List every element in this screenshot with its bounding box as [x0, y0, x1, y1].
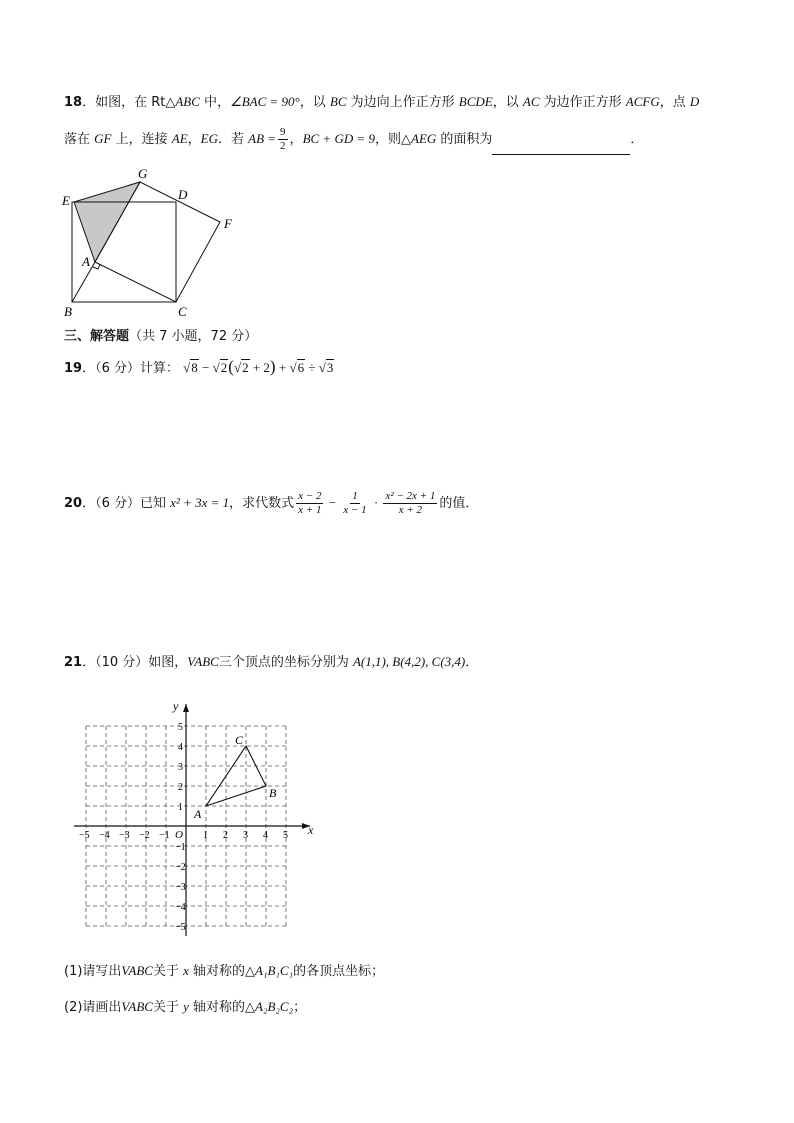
q21-new-triangle: A₂B₂C₂ — [255, 999, 294, 1014]
y-tick-label: 2 — [178, 782, 183, 793]
q18-text: ．若 — [218, 132, 249, 147]
q21-part1 — [64, 961, 384, 982]
q18-text: 为边向上作正方形 — [346, 95, 459, 110]
y-tick-label: −5 — [175, 922, 186, 933]
operator: · — [370, 495, 382, 510]
radicand: 2 — [242, 360, 249, 375]
q21-text: 轴对称的△ — [188, 964, 256, 979]
q18-text: ，则△ — [375, 132, 411, 147]
q18-fraction — [278, 126, 288, 153]
q21-text: 的各顶点坐标； — [293, 964, 385, 979]
y-axis-label: y — [173, 699, 179, 713]
x-axis-label: x — [308, 823, 314, 837]
q20-line — [64, 488, 478, 519]
y-tick-label: 1 — [178, 802, 183, 813]
triangle-abc — [206, 746, 266, 806]
q20-frac3 — [383, 490, 437, 517]
section3-heading — [64, 327, 257, 347]
q21-text: ． — [465, 655, 479, 670]
paren-right: ) — [269, 357, 276, 376]
q20-text: ，求代数式 — [229, 496, 295, 511]
operator: + — [275, 360, 290, 375]
q21-coordinate-grid — [70, 696, 320, 941]
x-tick-label: 5 — [283, 830, 288, 841]
q21-text: 三个顶点的坐标分别为 — [218, 655, 353, 670]
q18-answer-blank[interactable] — [492, 140, 630, 155]
radicand: 3 — [326, 360, 334, 375]
sqrt-3: √3 — [318, 360, 334, 375]
q21-text: 关于 — [152, 964, 184, 979]
x-tick-label: −2 — [139, 830, 150, 841]
q21-text: (2)请画出 — [64, 1000, 122, 1015]
x-tick-label: −4 — [99, 830, 110, 841]
q18-segment: GF — [94, 131, 112, 146]
q19-number: 19 — [64, 361, 83, 376]
right-angle-mark — [93, 264, 100, 269]
q18-text: ，以 — [299, 95, 330, 110]
q18-text: 落在 — [64, 132, 95, 147]
q18-frac-den: 2 — [280, 140, 286, 152]
q21-new-triangle: A₁B₁C₁ — [255, 963, 294, 978]
point-b-label: B — [269, 786, 277, 800]
y-tick-label: −4 — [175, 902, 186, 913]
y-axis-arrow — [183, 704, 189, 712]
q20-number: 20 — [64, 496, 83, 511]
q21-score: ．（10 分）如图， — [82, 655, 188, 670]
q18-frac-num: 9 — [280, 126, 286, 138]
point-c-label: C — [235, 733, 244, 747]
sqrt-2: √2 — [212, 360, 228, 375]
x-tick-label: 3 — [243, 830, 248, 841]
section3-title: 三、解答题 — [64, 329, 130, 344]
y-tick-label: 3 — [178, 762, 183, 773]
q18-text: ．如图，在 Rt△ — [82, 95, 176, 110]
q21-text: 轴对称的△ — [188, 1000, 256, 1015]
x-tick-label: 2 — [223, 830, 228, 841]
q21-text: 关于 — [152, 1000, 184, 1015]
q18-square1: BCDE — [458, 94, 493, 109]
q18-triangle: ABC — [175, 94, 200, 109]
q18-line2 — [64, 124, 643, 155]
x-tick-label: 1 — [203, 830, 208, 841]
radicand: 6 — [297, 360, 305, 375]
q21-text: ； — [293, 1000, 307, 1015]
q20-text: 的值． — [439, 496, 479, 511]
operator: + 2 — [249, 360, 270, 375]
label-b: B — [64, 304, 72, 319]
operator: ÷ — [305, 360, 319, 375]
q21-triangle: VABC — [121, 963, 153, 978]
q18-text: 中， — [199, 95, 231, 110]
section3-info: （共 7 小题，72 分） — [129, 329, 258, 344]
q21-triangle: VABC — [121, 999, 153, 1014]
q18-text: ， — [187, 132, 201, 147]
x-tick-label: −5 — [79, 830, 90, 841]
radicand: 2 — [220, 360, 228, 375]
y-tick-label: −3 — [175, 882, 186, 893]
q18-segment: AE — [171, 131, 188, 146]
label-c: C — [178, 304, 187, 319]
radicand: 8 — [191, 360, 198, 375]
shaded-triangle-aeg — [74, 182, 140, 262]
frac-den: x − 1 — [343, 504, 367, 516]
frac-den: x + 1 — [298, 504, 322, 516]
q18-text: ． — [630, 132, 644, 147]
label-g: G — [138, 166, 148, 181]
x-tick-label: −3 — [119, 830, 130, 841]
frac-num: 1 — [352, 490, 358, 502]
frac-num: x − 2 — [298, 490, 322, 502]
q18-number: 18 — [64, 95, 83, 110]
q18-text: ，点 — [659, 95, 690, 110]
y-tick-label: −1 — [175, 842, 186, 853]
q18-text: 为边作正方形 — [539, 95, 626, 110]
q20-frac2 — [341, 490, 368, 517]
origin-label: O — [175, 829, 183, 841]
frac-den: x + 2 — [398, 504, 423, 516]
y-tick-label: 4 — [178, 742, 183, 753]
q20-score: ．（6 分）已知 — [82, 496, 171, 511]
sqrt-2b: √2 — [233, 360, 249, 375]
label-a: A — [82, 254, 90, 269]
q18-segment: BC — [329, 94, 347, 109]
sqrt-6: √6 — [289, 360, 305, 375]
q18-text: ， — [289, 132, 303, 147]
x-tick-label: 4 — [263, 830, 268, 841]
q21-axis: x — [183, 963, 189, 978]
q21-triangle: VABC — [187, 654, 219, 669]
label-d: D — [178, 187, 188, 202]
paren-left: ( — [228, 357, 234, 376]
operator: − — [198, 360, 213, 375]
q21-part2 — [64, 997, 306, 1018]
q20-frac1 — [296, 490, 323, 517]
q18-point: D — [689, 94, 700, 109]
sqrt-8: √8 — [183, 360, 198, 375]
q18-segment: EG — [200, 131, 218, 146]
q21-axis: y — [183, 999, 189, 1014]
operator: − — [325, 495, 340, 510]
q18-text: ，以 — [492, 95, 523, 110]
label-e: E — [62, 193, 70, 208]
q18-segment: AC — [522, 94, 540, 109]
y-tick-label: −2 — [175, 862, 186, 873]
q19-score: ．（6 分）计算： — [82, 361, 179, 376]
q19-line — [64, 357, 334, 379]
q18-square2: ACFG — [625, 94, 660, 109]
q21-line — [64, 652, 478, 673]
point-a-label: A — [194, 807, 202, 821]
q18-angle: ∠BAC = 90° — [230, 94, 300, 109]
q18-triangle: AEG — [411, 131, 437, 146]
q18-text: 上，连接 — [111, 132, 172, 147]
label-f: F — [224, 216, 232, 231]
y-tick-label: 5 — [178, 722, 183, 733]
q18-text: 的面积为 — [436, 132, 493, 147]
q21-number: 21 — [64, 655, 83, 670]
q21-coords: A(1,1), B(4,2), C(3,4) — [352, 654, 466, 669]
q18-ab: AB = — [248, 131, 277, 146]
x-tick-label: −1 — [159, 830, 170, 841]
q19-expression — [183, 357, 334, 376]
q18-figure — [58, 162, 238, 322]
q20-condition: x² + 3x = 1 — [170, 495, 230, 510]
q18-condition: BC + GD = 9 — [302, 131, 375, 146]
frac-num: x² − 2x + 1 — [385, 490, 436, 502]
q18-line1 — [64, 92, 699, 113]
q21-text: (1)请写出 — [64, 964, 122, 979]
